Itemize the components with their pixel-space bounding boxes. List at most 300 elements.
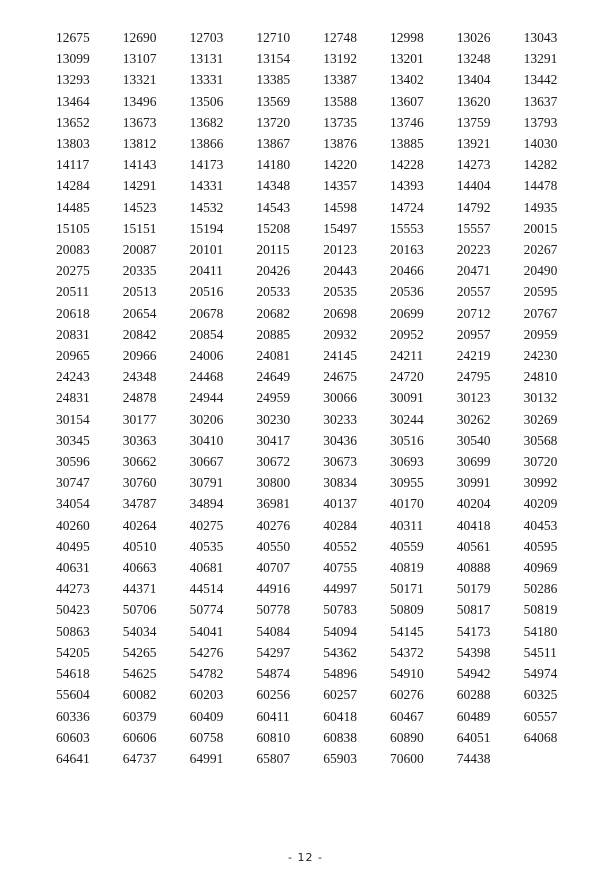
table-row <box>56 472 590 493</box>
table-cell: 14284 <box>56 178 90 194</box>
table-cell: 20654 <box>122 305 157 321</box>
table-row <box>56 324 590 345</box>
table-cell: 60288 <box>456 687 491 703</box>
table-cell: 20957 <box>456 326 491 342</box>
table-cell: 13321 <box>122 72 157 88</box>
table-cell: 30760 <box>122 475 157 491</box>
table-row <box>56 493 590 514</box>
table-cell: 65807 <box>256 750 291 766</box>
table-cell: 20678 <box>189 305 224 321</box>
table-cell: 54145 <box>389 623 424 639</box>
table-cell: 13720 <box>256 114 291 130</box>
table-cell: 30436 <box>323 432 357 448</box>
table-cell: 70600 <box>389 750 424 766</box>
table-row <box>56 154 590 175</box>
page-number: - 12 - <box>288 851 323 864</box>
table-cell: 13759 <box>456 114 491 130</box>
table-row <box>56 409 590 430</box>
table-cell: 30800 <box>256 475 291 491</box>
table-cell: 15553 <box>389 220 424 236</box>
table-cell: 40550 <box>256 538 291 554</box>
table-cell: 13793 <box>523 114 558 130</box>
table-cell: 13404 <box>456 72 491 88</box>
table-row <box>56 197 590 218</box>
table-cell: 20275 <box>56 263 90 279</box>
table-cell: 30720 <box>523 454 558 470</box>
table-cell: 24211 <box>389 348 424 364</box>
table-cell: 13673 <box>122 114 157 130</box>
table-cell: 13131 <box>189 51 224 67</box>
table-cell: 14143 <box>122 157 157 173</box>
table-cell: 30132 <box>523 390 558 406</box>
table-cell: 13331 <box>189 72 224 88</box>
table-row <box>56 642 590 663</box>
table-cell: 30955 <box>389 475 424 491</box>
table-cell: 20163 <box>389 242 424 258</box>
table-cell: 54372 <box>389 644 424 660</box>
table-cell: 60557 <box>523 708 558 724</box>
table-cell: 20411 <box>189 263 223 279</box>
table-cell: 64068 <box>523 729 558 745</box>
table-cell: 13291 <box>523 51 558 67</box>
table-cell: 50286 <box>523 581 558 597</box>
table-cell: 24878 <box>122 390 157 406</box>
table-cell: 54276 <box>189 644 224 660</box>
table-cell: 20115 <box>256 242 290 258</box>
table-cell: 13803 <box>56 136 90 152</box>
table-cell: 60838 <box>323 729 357 745</box>
table-cell: 30345 <box>56 432 90 448</box>
table-cell: 20083 <box>56 242 90 258</box>
table-cell: 24230 <box>523 348 558 364</box>
table-cell: 15208 <box>256 220 291 236</box>
table-row <box>56 557 590 578</box>
table-row <box>56 599 590 620</box>
table-cell: 30206 <box>189 411 224 427</box>
table-cell: 44371 <box>122 581 157 597</box>
table-cell: 14598 <box>323 199 357 215</box>
table-cell: 40137 <box>323 496 357 512</box>
table-cell: 20767 <box>523 305 558 321</box>
table-cell: 40681 <box>189 560 224 576</box>
table-cell: 20885 <box>256 326 291 342</box>
table-cell: 40495 <box>56 538 90 554</box>
table-cell: 20831 <box>56 326 90 342</box>
table-cell: 40264 <box>122 517 157 533</box>
table-cell: 54910 <box>389 666 424 682</box>
table-cell: 20511 <box>56 284 90 300</box>
table-cell: 54874 <box>256 666 291 682</box>
table-cell: 30154 <box>56 411 90 427</box>
table-row <box>56 133 590 154</box>
table-cell: 54180 <box>523 623 558 639</box>
table-cell: 20335 <box>122 263 157 279</box>
table-cell: 30568 <box>523 432 558 448</box>
table-cell: 20443 <box>323 263 357 279</box>
table-row <box>56 303 590 324</box>
table-cell: 15105 <box>56 220 90 236</box>
table-cell: 20854 <box>189 326 224 342</box>
table-cell: 30262 <box>456 411 491 427</box>
table-row <box>56 684 590 705</box>
table-cell: 54398 <box>456 644 491 660</box>
table-cell: 15497 <box>323 220 357 236</box>
table-cell: 15194 <box>189 220 224 236</box>
table-cell: 40969 <box>523 560 558 576</box>
table-cell: 14724 <box>389 199 424 215</box>
table-row <box>56 748 590 769</box>
table-cell: 54618 <box>56 666 90 682</box>
table-cell: 14792 <box>456 199 491 215</box>
table-cell: 13107 <box>122 51 157 67</box>
table-cell: 30662 <box>122 454 157 470</box>
table-cell: 60203 <box>189 687 224 703</box>
table-cell: 20698 <box>323 305 357 321</box>
table-cell: 30363 <box>122 432 157 448</box>
table-cell: 60325 <box>523 687 558 703</box>
table-cell: 36981 <box>256 496 291 512</box>
table-row <box>56 536 590 557</box>
table-cell: 64991 <box>189 750 224 766</box>
table-cell: 54205 <box>56 644 90 660</box>
table-cell: 24243 <box>56 369 90 385</box>
table-row <box>56 218 590 239</box>
table-row <box>56 48 590 69</box>
table-cell: 60890 <box>389 729 424 745</box>
table-cell: 60379 <box>122 708 157 724</box>
table-cell: 20932 <box>323 326 357 342</box>
table-cell: 30066 <box>323 390 357 406</box>
table-cell: 40209 <box>523 496 558 512</box>
table-cell: 14282 <box>523 157 558 173</box>
table-cell: 14291 <box>122 178 157 194</box>
table-cell: 50809 <box>389 602 424 618</box>
table-cell: 20952 <box>389 326 424 342</box>
table-cell: 13876 <box>323 136 357 152</box>
table-cell: 13099 <box>56 51 90 67</box>
table-cell: 24081 <box>256 348 291 364</box>
table-cell: 13867 <box>256 136 291 152</box>
table-row <box>56 366 590 387</box>
table-cell <box>524 748 591 769</box>
table-cell: 20123 <box>323 242 357 258</box>
table-cell: 20516 <box>189 284 224 300</box>
table-cell: 40276 <box>256 517 291 533</box>
table-cell: 54625 <box>122 666 157 682</box>
table-cell: 50179 <box>456 581 491 597</box>
table-cell: 30410 <box>189 432 224 448</box>
table-cell: 30596 <box>56 454 90 470</box>
table-cell: 14173 <box>189 157 224 173</box>
table-cell: 40552 <box>323 538 357 554</box>
table-cell: 13812 <box>122 136 157 152</box>
table-cell: 30991 <box>456 475 491 491</box>
table-cell: 60603 <box>56 729 90 745</box>
table-cell: 50819 <box>523 602 558 618</box>
table-row <box>56 27 590 48</box>
table-cell: 20959 <box>523 326 558 342</box>
table-row <box>56 91 590 112</box>
table-cell: 50783 <box>323 602 357 618</box>
table-cell: 13385 <box>256 72 291 88</box>
table-cell: 20965 <box>56 348 90 364</box>
table-cell: 34787 <box>122 496 157 512</box>
table-cell: 30791 <box>189 475 224 491</box>
table-cell: 24468 <box>189 369 224 385</box>
table-cell: 40663 <box>122 560 157 576</box>
table-cell: 14030 <box>523 136 558 152</box>
table-cell: 50817 <box>456 602 491 618</box>
table-cell: 20557 <box>456 284 491 300</box>
table-cell: 13746 <box>389 114 424 130</box>
table-cell: 30233 <box>323 411 357 427</box>
table-cell: 13682 <box>189 114 224 130</box>
table-cell: 20426 <box>256 263 291 279</box>
table-row <box>56 451 590 472</box>
table-cell: 20015 <box>523 220 558 236</box>
table-cell: 30230 <box>256 411 291 427</box>
table-cell: 13293 <box>56 72 90 88</box>
table-cell: 24145 <box>323 348 357 364</box>
table-cell: 54084 <box>256 623 291 639</box>
table-cell: 50863 <box>56 623 90 639</box>
table-cell: 12703 <box>189 30 224 45</box>
table-cell: 20267 <box>523 242 558 258</box>
table-cell: 60606 <box>122 729 157 745</box>
table-cell: 24675 <box>323 369 357 385</box>
table-cell: 13192 <box>323 51 357 67</box>
table-cell: 20712 <box>456 305 491 321</box>
table-cell: 60418 <box>323 708 357 724</box>
table-cell: 54265 <box>122 644 157 660</box>
table-cell: 13735 <box>323 114 357 130</box>
table-cell: 24831 <box>56 390 90 406</box>
table-cell: 13569 <box>256 93 291 109</box>
table-cell: 30417 <box>256 432 291 448</box>
table-cell: 30123 <box>456 390 491 406</box>
table-row <box>56 430 590 451</box>
table-cell: 24944 <box>189 390 224 406</box>
table-cell: 14532 <box>189 199 224 215</box>
table-cell: 13043 <box>523 30 558 45</box>
table-cell: 54974 <box>523 666 558 682</box>
table-cell: 13620 <box>456 93 491 109</box>
table-cell: 30540 <box>456 432 491 448</box>
table-cell: 44514 <box>189 581 224 597</box>
table-cell: 60409 <box>189 708 224 724</box>
table-cell: 20101 <box>189 242 224 258</box>
table-cell: 20966 <box>122 348 157 364</box>
table-cell: 14220 <box>323 157 357 173</box>
table-cell: 60082 <box>122 687 157 703</box>
table-row <box>56 706 590 727</box>
table-cell: 13496 <box>122 93 157 109</box>
table-cell: 14543 <box>256 199 291 215</box>
table-cell: 40755 <box>323 560 357 576</box>
table-cell: 40284 <box>323 517 357 533</box>
table-row <box>56 578 590 599</box>
table-cell: 50171 <box>389 581 424 597</box>
table-cell: 24219 <box>456 348 491 364</box>
table-cell: 44916 <box>256 581 291 597</box>
table-cell: 40559 <box>389 538 424 554</box>
table-cell: 44997 <box>323 581 357 597</box>
table-cell: 40453 <box>523 517 558 533</box>
table-cell: 40510 <box>122 538 157 554</box>
table-cell: 20842 <box>122 326 157 342</box>
table-cell: 14357 <box>323 178 357 194</box>
table-cell: 13637 <box>523 93 558 109</box>
table-cell: 20471 <box>456 263 491 279</box>
number-table-body <box>56 27 590 769</box>
table-row <box>56 727 590 748</box>
table-cell: 40888 <box>456 560 491 576</box>
table-cell: 40204 <box>456 496 491 512</box>
table-cell: 13588 <box>323 93 357 109</box>
table-cell: 24795 <box>456 369 491 385</box>
table-row <box>56 175 590 196</box>
table-cell: 54173 <box>456 623 491 639</box>
table-cell: 40535 <box>189 538 224 554</box>
table-cell: 13506 <box>189 93 224 109</box>
table-row <box>56 260 590 281</box>
table-cell: 14935 <box>523 199 558 215</box>
table-cell: 13402 <box>389 72 424 88</box>
table-cell: 50706 <box>122 602 157 618</box>
table-cell: 30244 <box>389 411 424 427</box>
table-cell: 14117 <box>56 157 90 173</box>
table-cell: 74438 <box>456 750 491 766</box>
table-cell: 40260 <box>56 517 90 533</box>
table-cell: 54041 <box>189 623 224 639</box>
table-cell: 60276 <box>389 687 424 703</box>
table-cell: 54297 <box>256 644 291 660</box>
table-cell: 13652 <box>56 114 90 130</box>
table-cell: 14273 <box>456 157 491 173</box>
table-cell: 44273 <box>56 581 90 597</box>
table-cell: 14228 <box>389 157 424 173</box>
table-cell: 64641 <box>56 750 90 766</box>
table-cell: 20618 <box>56 305 90 321</box>
table-row <box>56 112 590 133</box>
table-cell: 14348 <box>256 178 291 194</box>
table-cell: 24720 <box>389 369 424 385</box>
table-cell: 20536 <box>389 284 424 300</box>
table-cell: 24348 <box>122 369 157 385</box>
table-cell: 20490 <box>523 263 558 279</box>
table-cell: 24959 <box>256 390 291 406</box>
table-cell: 30673 <box>323 454 357 470</box>
table-cell: 40418 <box>456 517 491 533</box>
table-cell: 40819 <box>389 560 424 576</box>
table-cell: 12690 <box>122 30 157 45</box>
table-cell: 54896 <box>323 666 357 682</box>
table-row <box>56 515 590 536</box>
table-cell: 14331 <box>189 178 224 194</box>
table-cell: 13866 <box>189 136 224 152</box>
table-cell: 20087 <box>122 242 157 258</box>
table-cell: 20223 <box>456 242 491 258</box>
table-cell: 13921 <box>456 136 491 152</box>
table-cell: 64737 <box>122 750 157 766</box>
table-cell: 13201 <box>389 51 424 67</box>
table-cell: 24006 <box>189 348 224 364</box>
table-cell: 30667 <box>189 454 224 470</box>
table-cell: 30992 <box>523 475 558 491</box>
table-cell: 13885 <box>389 136 424 152</box>
table-cell: 54362 <box>323 644 357 660</box>
table-cell: 40707 <box>256 560 291 576</box>
table-cell: 14523 <box>122 199 157 215</box>
table-cell: 54094 <box>323 623 357 639</box>
table-cell: 20699 <box>389 305 424 321</box>
table-cell: 30699 <box>456 454 491 470</box>
table-cell: 30693 <box>389 454 424 470</box>
table-cell: 40631 <box>56 560 90 576</box>
table-row <box>56 621 590 642</box>
table-row <box>56 663 590 684</box>
table-cell: 15151 <box>122 220 157 236</box>
table-row <box>56 69 590 90</box>
table-row <box>56 387 590 408</box>
table-cell: 20513 <box>122 284 157 300</box>
table-cell: 60411 <box>256 708 290 724</box>
table-cell: 30834 <box>323 475 357 491</box>
table-cell: 14180 <box>256 157 291 173</box>
table-cell: 40311 <box>389 517 424 533</box>
table-cell: 13248 <box>456 51 491 67</box>
table-cell: 50774 <box>189 602 224 618</box>
table-cell: 30091 <box>389 390 424 406</box>
table-cell: 30747 <box>56 475 90 491</box>
table-cell: 13442 <box>523 72 558 88</box>
table-cell: 60256 <box>256 687 291 703</box>
number-table <box>56 27 590 769</box>
table-cell: 15557 <box>456 220 491 236</box>
table-cell: 60810 <box>256 729 291 745</box>
table-cell: 65903 <box>323 750 357 766</box>
table-cell: 24649 <box>256 369 291 385</box>
table-cell: 30269 <box>523 411 558 427</box>
table-cell: 40595 <box>523 538 558 554</box>
table-cell: 14478 <box>523 178 558 194</box>
table-cell: 20466 <box>389 263 424 279</box>
table-cell: 60257 <box>323 687 357 703</box>
table-cell: 40170 <box>389 496 424 512</box>
table-cell: 13464 <box>56 93 90 109</box>
table-cell: 14393 <box>389 178 424 194</box>
table-cell: 12710 <box>256 30 291 45</box>
table-cell: 24810 <box>523 369 558 385</box>
table-cell: 64051 <box>456 729 491 745</box>
table-cell: 30516 <box>389 432 424 448</box>
table-cell: 30672 <box>256 454 291 470</box>
table-cell: 14485 <box>56 199 90 215</box>
table-cell: 14404 <box>456 178 491 194</box>
table-cell: 20535 <box>323 284 357 300</box>
table-cell: 40561 <box>456 538 491 554</box>
table-row <box>56 345 590 366</box>
table-cell: 54511 <box>523 644 557 660</box>
table-cell: 34894 <box>189 496 224 512</box>
table-cell: 30177 <box>122 411 157 427</box>
table-cell: 50778 <box>256 602 291 618</box>
table-row <box>56 281 590 302</box>
table-cell: 60467 <box>389 708 424 724</box>
table-cell: 13387 <box>323 72 357 88</box>
table-cell: 54034 <box>122 623 157 639</box>
table-cell: 13607 <box>389 93 424 109</box>
